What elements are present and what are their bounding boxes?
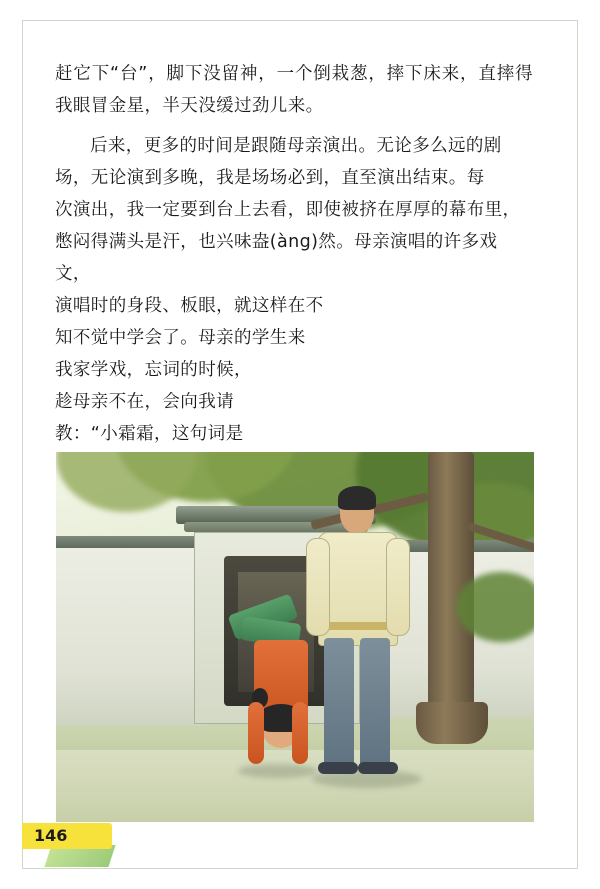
man-leg-right (360, 638, 390, 770)
paragraph-2-line-7: 我家学戏，忘词的时候， (55, 360, 252, 380)
body-text (55, 58, 533, 482)
gate-roof-eave (184, 522, 368, 532)
paragraph-2-line-2: 场，无论演到多晚，我是场场必到，直至演出结束。每 (55, 168, 485, 188)
left-wall-cap (56, 536, 210, 548)
man-hair (338, 486, 376, 510)
man-shoe-left (318, 762, 358, 774)
man-arm-right (386, 538, 410, 636)
paragraph-2-line-8: 趁母亲不在，会向我请 (55, 392, 234, 412)
child-shadow (238, 764, 318, 778)
man-shoe-right (358, 762, 398, 774)
paragraph-2-line-9: 教：“小霜霜，这句词是 (55, 424, 244, 444)
man-leg-left (324, 638, 354, 770)
child-arm-right (292, 702, 308, 764)
tree-trunk-base (416, 702, 488, 744)
paragraph-2-line-5: 演唱时的身段、板眼，就这样在不 (55, 296, 324, 316)
paragraph-2-line-1: 后来，更多的时间是跟随母亲演出。无论多么远的剧 (90, 136, 502, 156)
page-number-area (22, 823, 142, 867)
paragraph-2-line-6: 知不觉中学会了。母亲的学生来 (55, 328, 306, 348)
page-number: 146 (34, 826, 68, 845)
man-arm-left (306, 538, 330, 636)
paragraph-2-line-4: 憋闷得满头是汗，也兴味盎(àng)然。母亲演唱的许多戏文， (55, 232, 498, 284)
paragraph-2-line-3: 次演出，我一定要到台上去看，即使被挤在厚厚的幕布里， (55, 200, 521, 220)
child-arm-left (248, 702, 264, 764)
paragraph-1: 赶它下“台”，脚下没留神，一个倒栽葱，摔下床来，直摔得我眼冒金星，半天没缓过劲儿来。 (55, 64, 533, 116)
left-wall (56, 544, 206, 726)
paragraph-2 (55, 130, 533, 482)
illustration (56, 452, 534, 822)
